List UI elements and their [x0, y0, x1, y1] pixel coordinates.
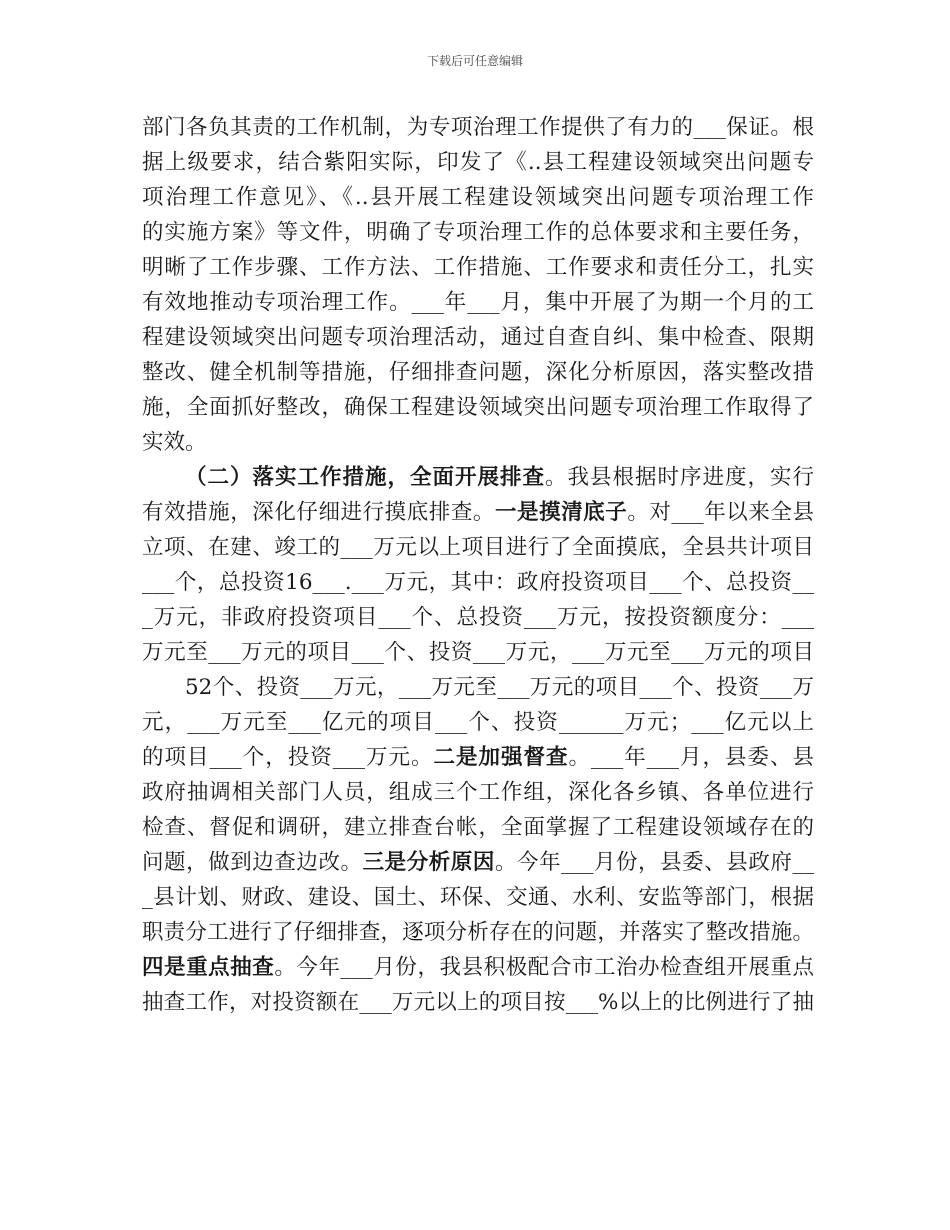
paragraph-line: 程建设领域突出问题专项治理活动，通过自查自纠、集中检查、限期 [142, 325, 814, 350]
paragraph-line: ___个，总投资16___.___万元，其中：政府投资项目___个、总投资__ [142, 570, 814, 595]
paragraph-line: 明晰了工作步骤、工作方法、工作措施、工作要求和责任分工，扎实 [142, 255, 814, 280]
text-run: 。对___年以来全县 [627, 500, 814, 525]
section-heading: （二）落实工作措施，全面开展排查 [185, 465, 545, 490]
item-title: 四是重点抽查 [142, 955, 275, 980]
paragraph-line: 项治理工作意见》、《..县开展工程建设领域突出问题专项治理工作 [142, 185, 814, 210]
paragraph-line: _万元，非政府投资项目___个、总投资___万元，按投资额度分：___ [142, 605, 814, 630]
text-run: 。我县根据时序进度，实行 [544, 465, 814, 490]
paragraph-line: 元，___万元至___亿元的项目___个、投资______万元；___亿元以上 [142, 710, 814, 735]
text-run: 。今年___月份，我县积极配合市工治办检查组开展重点 [274, 955, 814, 980]
text-run: 有效措施，深化仔细进行摸底排查。 [142, 500, 495, 525]
paragraph-line [142, 740, 814, 775]
paragraph-line: _县计划、财政、建设、国土、环保、交通、水利、安监等部门，根据 [142, 885, 814, 910]
text-run: 。___年___月，县委、县 [568, 745, 814, 770]
paragraph-line: 实效。 [142, 430, 207, 455]
paragraph-line: 职责分工进行了仔细排查，逐项分析存在的问题，并落实了整改措施。 [142, 920, 814, 945]
paragraph-line: 立项、在建、竣工的___万元以上项目进行了全面摸底，全县共计项目 [142, 535, 814, 560]
paragraph-line: 部门各负其责的工作机制，为专项治理工作提供了有力的___保证。根 [142, 115, 814, 140]
item-title: 一是摸清底子 [494, 500, 628, 525]
text-run: 的项目___个，投资___万元。 [142, 745, 434, 770]
paragraph-line: 万元至___万元的项目___个、投资___万元，___万元至___万元的项目 [142, 640, 814, 665]
paragraph-line [142, 845, 814, 880]
paragraph-line: 据上级要求，结合紫阳实际，印发了《..县工程建设领域突出问题专 [142, 150, 814, 175]
paragraph-line: 整改、健全机制等措施，仔细排查问题，深化分析原因，落实整改措 [142, 360, 814, 385]
paragraph-line [142, 495, 814, 530]
paragraph-line: 政府抽调相关部门人员，组成三个工作组，深化各乡镇、各单位进行 [142, 780, 814, 805]
paragraph-line [142, 950, 814, 985]
item-title: 二是加强督查 [433, 745, 569, 770]
document-body [142, 110, 814, 1020]
page-header: 下载后可任意编辑 [426, 54, 523, 68]
item-title: 三是分析原因 [362, 850, 495, 875]
paragraph-line: 抽查工作，对投资额在___万元以上的项目按___%以上的比例进行了抽 [142, 990, 814, 1015]
paragraph-line: 检查、督促和调研，建立排查台帐，全面掌握了工程建设领域存在的 [142, 815, 814, 840]
text-run: 问题，做到边查边改。 [142, 850, 363, 875]
paragraph-line: 有效地推动专项治理工作。___年___月，集中开展了为期一个月的工 [142, 290, 814, 315]
paragraph-line [142, 460, 814, 495]
paragraph-line: 的实施方案》等文件，明确了专项治理工作的总体要求和主要任务， [142, 220, 814, 245]
text-run: 。今年___月份，县委、县政府__ [494, 850, 814, 875]
paragraph-line: 施，全面抓好整改，确保工程建设领域突出问题专项治理工作取得了 [142, 395, 814, 420]
paragraph-line: 52个、投资___万元，___万元至___万元的项目___个、投资___万 [185, 675, 814, 700]
